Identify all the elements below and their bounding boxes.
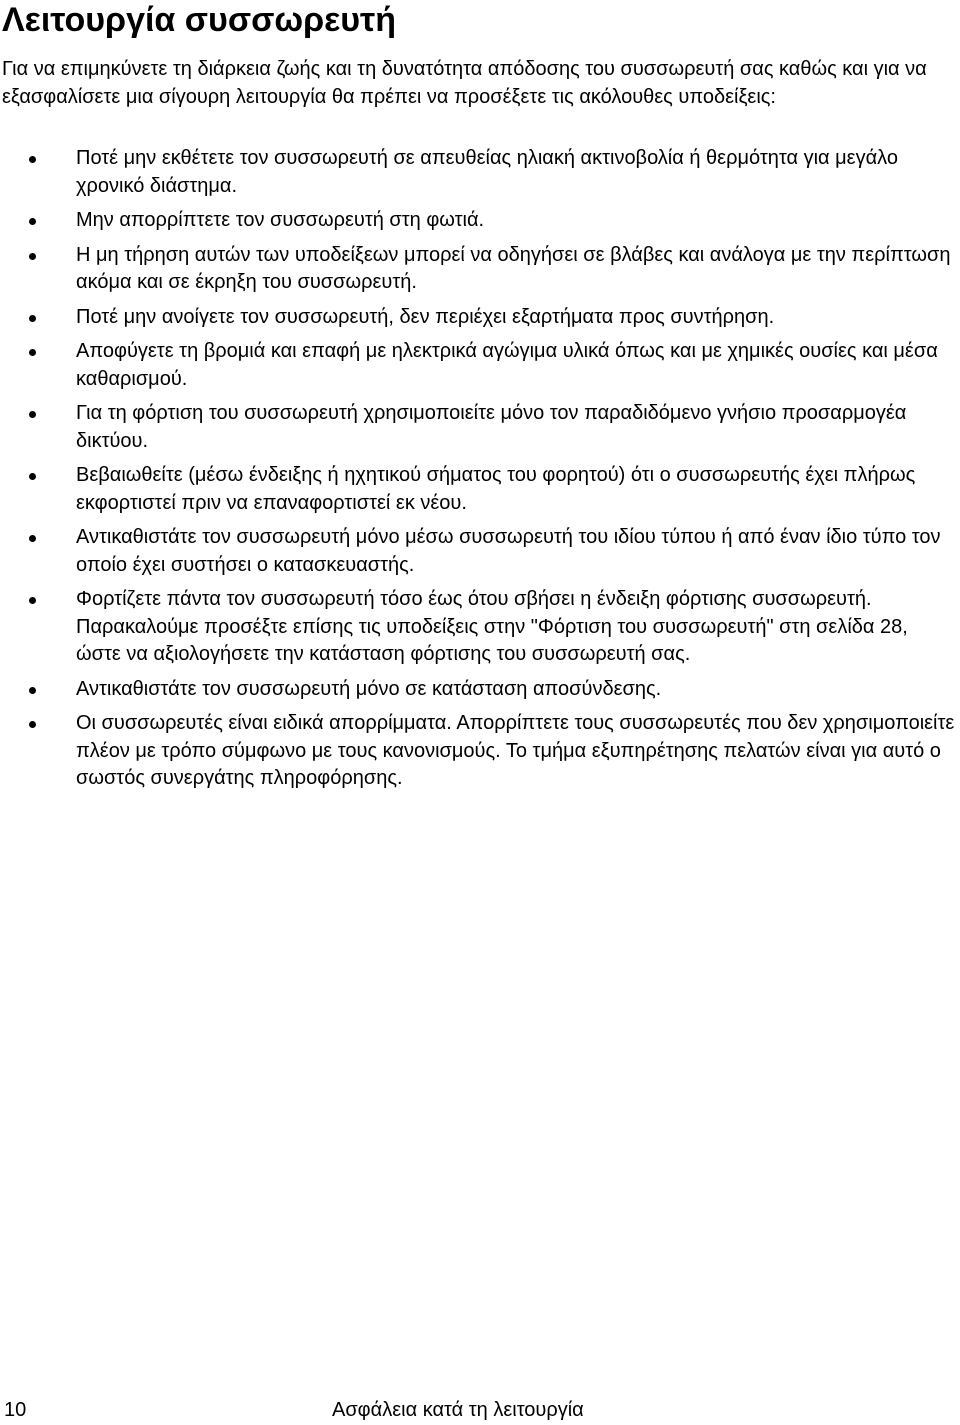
list-item [0, 400, 960, 455]
list-item [0, 676, 960, 704]
list-item [0, 145, 960, 200]
list-item-text: Η μη τήρηση αυτών των υποδείξεων μπορεί να οδηγήσει σε βλάβες και ανάλογα με την περίπτωση ακόμα και σε έκρηξη του συσσωρευτή. [76, 243, 951, 293]
bullet-icon [29, 721, 36, 728]
list-item [0, 304, 960, 332]
bullet-icon [29, 156, 36, 163]
list-item-text: Ποτέ μην εκθέτετε τον συσσωρευτή σε απευθείας ηλιακή ακτινοβολία ή θερμότητα για μεγάλο χρονικό διάστημα. [76, 147, 898, 197]
list-item-text: Αποφύγετε τη βρομιά και επαφή με ηλεκτρικά αγώγιμα υλικά όπως και με χημικές ουσίες και μέσα καθαρισμού. [76, 340, 938, 390]
list-item-text: Αντικαθιστάτε τον συσσωρευτή μόνο μέσω συσσωρευτή του ιδίου τύπου ή από έναν ίδιο τύπο τον οποίο έχει συστήσει ο κατασκευαστής. [76, 526, 941, 576]
bullet-icon [29, 411, 36, 418]
footer-section-title: Ασφάλεια κατά τη λειτουργία [332, 1399, 584, 1421]
list-item-text: Οι συσσωρευτές είναι ειδικά απορρίμματα. Απορρίπτετε τους συσσωρευτές που δεν χρησιμοποιείτε πλέον με τρόπο σύμφωνο με τους κανονισμούς. Το τμήμα εξυπηρέτησης πελατών είναι για αυτό ο σωστός συνεργάτης πληροφόρησης. [76, 712, 955, 789]
page-number: 10 [4, 1399, 27, 1421]
bullet-icon [29, 687, 36, 694]
list-item [0, 242, 960, 297]
list-item [0, 586, 960, 669]
page-title: Λειτουργία συσσωρευτή [2, 1, 396, 39]
bullet-icon [29, 473, 36, 480]
bullet-icon [29, 535, 36, 542]
list-item-text: Βεβαιωθείτε (μέσω ένδειξης ή ηχητικού σήματος του φορητού) ότι ο συσσωρευτής έχει πλήρως εκφορτιστεί πριν να επαναφορτιστεί εκ νέου. [76, 464, 916, 514]
safety-bullet-list [0, 145, 960, 800]
bullet-icon [29, 253, 36, 260]
page-footer [0, 1395, 960, 1425]
list-item [0, 462, 960, 517]
list-item-text: Για τη φόρτιση του συσσωρευτή χρησιμοποιείτε μόνο τον παραδιδόμενο γνήσιο προσαρμογέα δικτύου. [76, 402, 907, 452]
list-item-text: Φορτίζετε πάντα τον συσσωρευτή τόσο έως ότου σβήσει η ένδειξη φόρτισης συσσωρευτή. Παρακαλούμε προσέξτε επίσης τις υποδείξεις στην "Φόρτιση του συσσωρευτή" στη σελίδα 28, ώστε να αξιολογήσετε την κατάσταση φόρτισης του συσσωρευτή σας. [76, 588, 908, 665]
list-item [0, 710, 960, 793]
list-item [0, 524, 960, 579]
list-item [0, 207, 960, 235]
list-item-text: Αντικαθιστάτε τον συσσωρευτή μόνο σε κατάσταση αποσύνδεσης. [76, 677, 662, 700]
list-item-text: Μην απορρίπτετε τον συσσωρευτή στη φωτιά. [76, 209, 485, 231]
list-item-text: Ποτέ μην ανοίγετε τον συσσωρευτή, δεν περιέχει εξαρτήματα προς συντήρηση. [76, 305, 775, 328]
list-item [0, 338, 960, 393]
bullet-icon [29, 315, 36, 322]
bullet-icon [29, 597, 36, 604]
bullet-icon [29, 218, 36, 225]
intro-paragraph: Για να επιμηκύνετε τη διάρκεια ζωής και τη δυνατότητα απόδοσης του συσσωρευτή σας καθώς και για να εξασφαλίσετε μια σίγουρη λειτουργία θα πρέπει να προσέξετε τις ακόλουθες υποδείξεις: [2, 58, 927, 108]
bullet-icon [29, 349, 36, 356]
